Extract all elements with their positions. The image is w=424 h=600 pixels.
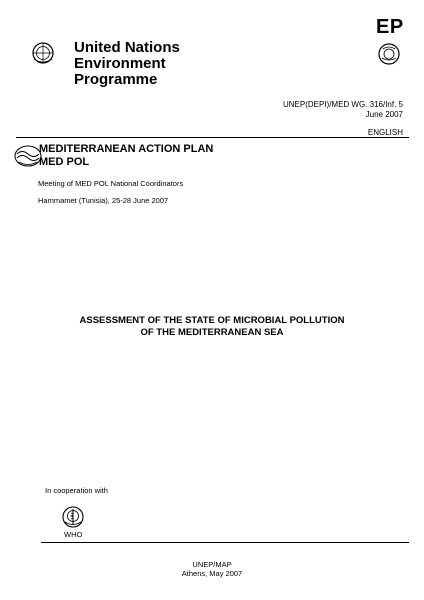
header-rule bbox=[16, 137, 409, 138]
meeting-place-date: Hammamet (Tunisia), 25-28 June 2007 bbox=[38, 196, 169, 205]
programme-heading bbox=[39, 143, 213, 168]
document-title-line-2: OF THE MEDITERRANEAN SEA bbox=[140, 326, 284, 338]
document-title bbox=[0, 315, 424, 338]
corner-code: EP bbox=[376, 16, 404, 38]
programme-line-1: MEDITERRANEAN ACTION PLAN bbox=[39, 143, 214, 155]
document-title-line-1: ASSESSMENT OF THE STATE OF MICROBIAL POLLUTION bbox=[79, 315, 345, 326]
footer bbox=[0, 560, 424, 578]
org-line-2: Environment bbox=[74, 55, 166, 72]
unep-emblem-icon bbox=[377, 42, 401, 66]
footer-rule bbox=[41, 542, 409, 543]
document-meta bbox=[283, 100, 403, 138]
document-language: ENGLISH bbox=[367, 128, 403, 137]
document-symbol: UNEP(DEPI)/MED WG. 316/Inf. 5 bbox=[282, 100, 403, 109]
org-line-1: United Nations bbox=[74, 39, 180, 56]
who-emblem-icon bbox=[61, 505, 85, 529]
cooperation-label: In cooperation with bbox=[45, 486, 108, 495]
un-emblem-icon bbox=[31, 41, 55, 65]
programme-line-2: MED POL bbox=[39, 155, 90, 168]
org-name bbox=[74, 40, 180, 88]
org-line-3: Programme bbox=[74, 71, 158, 88]
meeting-title: Meeting of MED POL National Coordinators bbox=[38, 179, 184, 188]
footer-line-2: Athens, May 2007 bbox=[181, 569, 243, 578]
who-label: WHO bbox=[64, 530, 83, 539]
footer-line-1: UNEP/MAP bbox=[192, 560, 232, 569]
document-date: June 2007 bbox=[365, 109, 403, 119]
